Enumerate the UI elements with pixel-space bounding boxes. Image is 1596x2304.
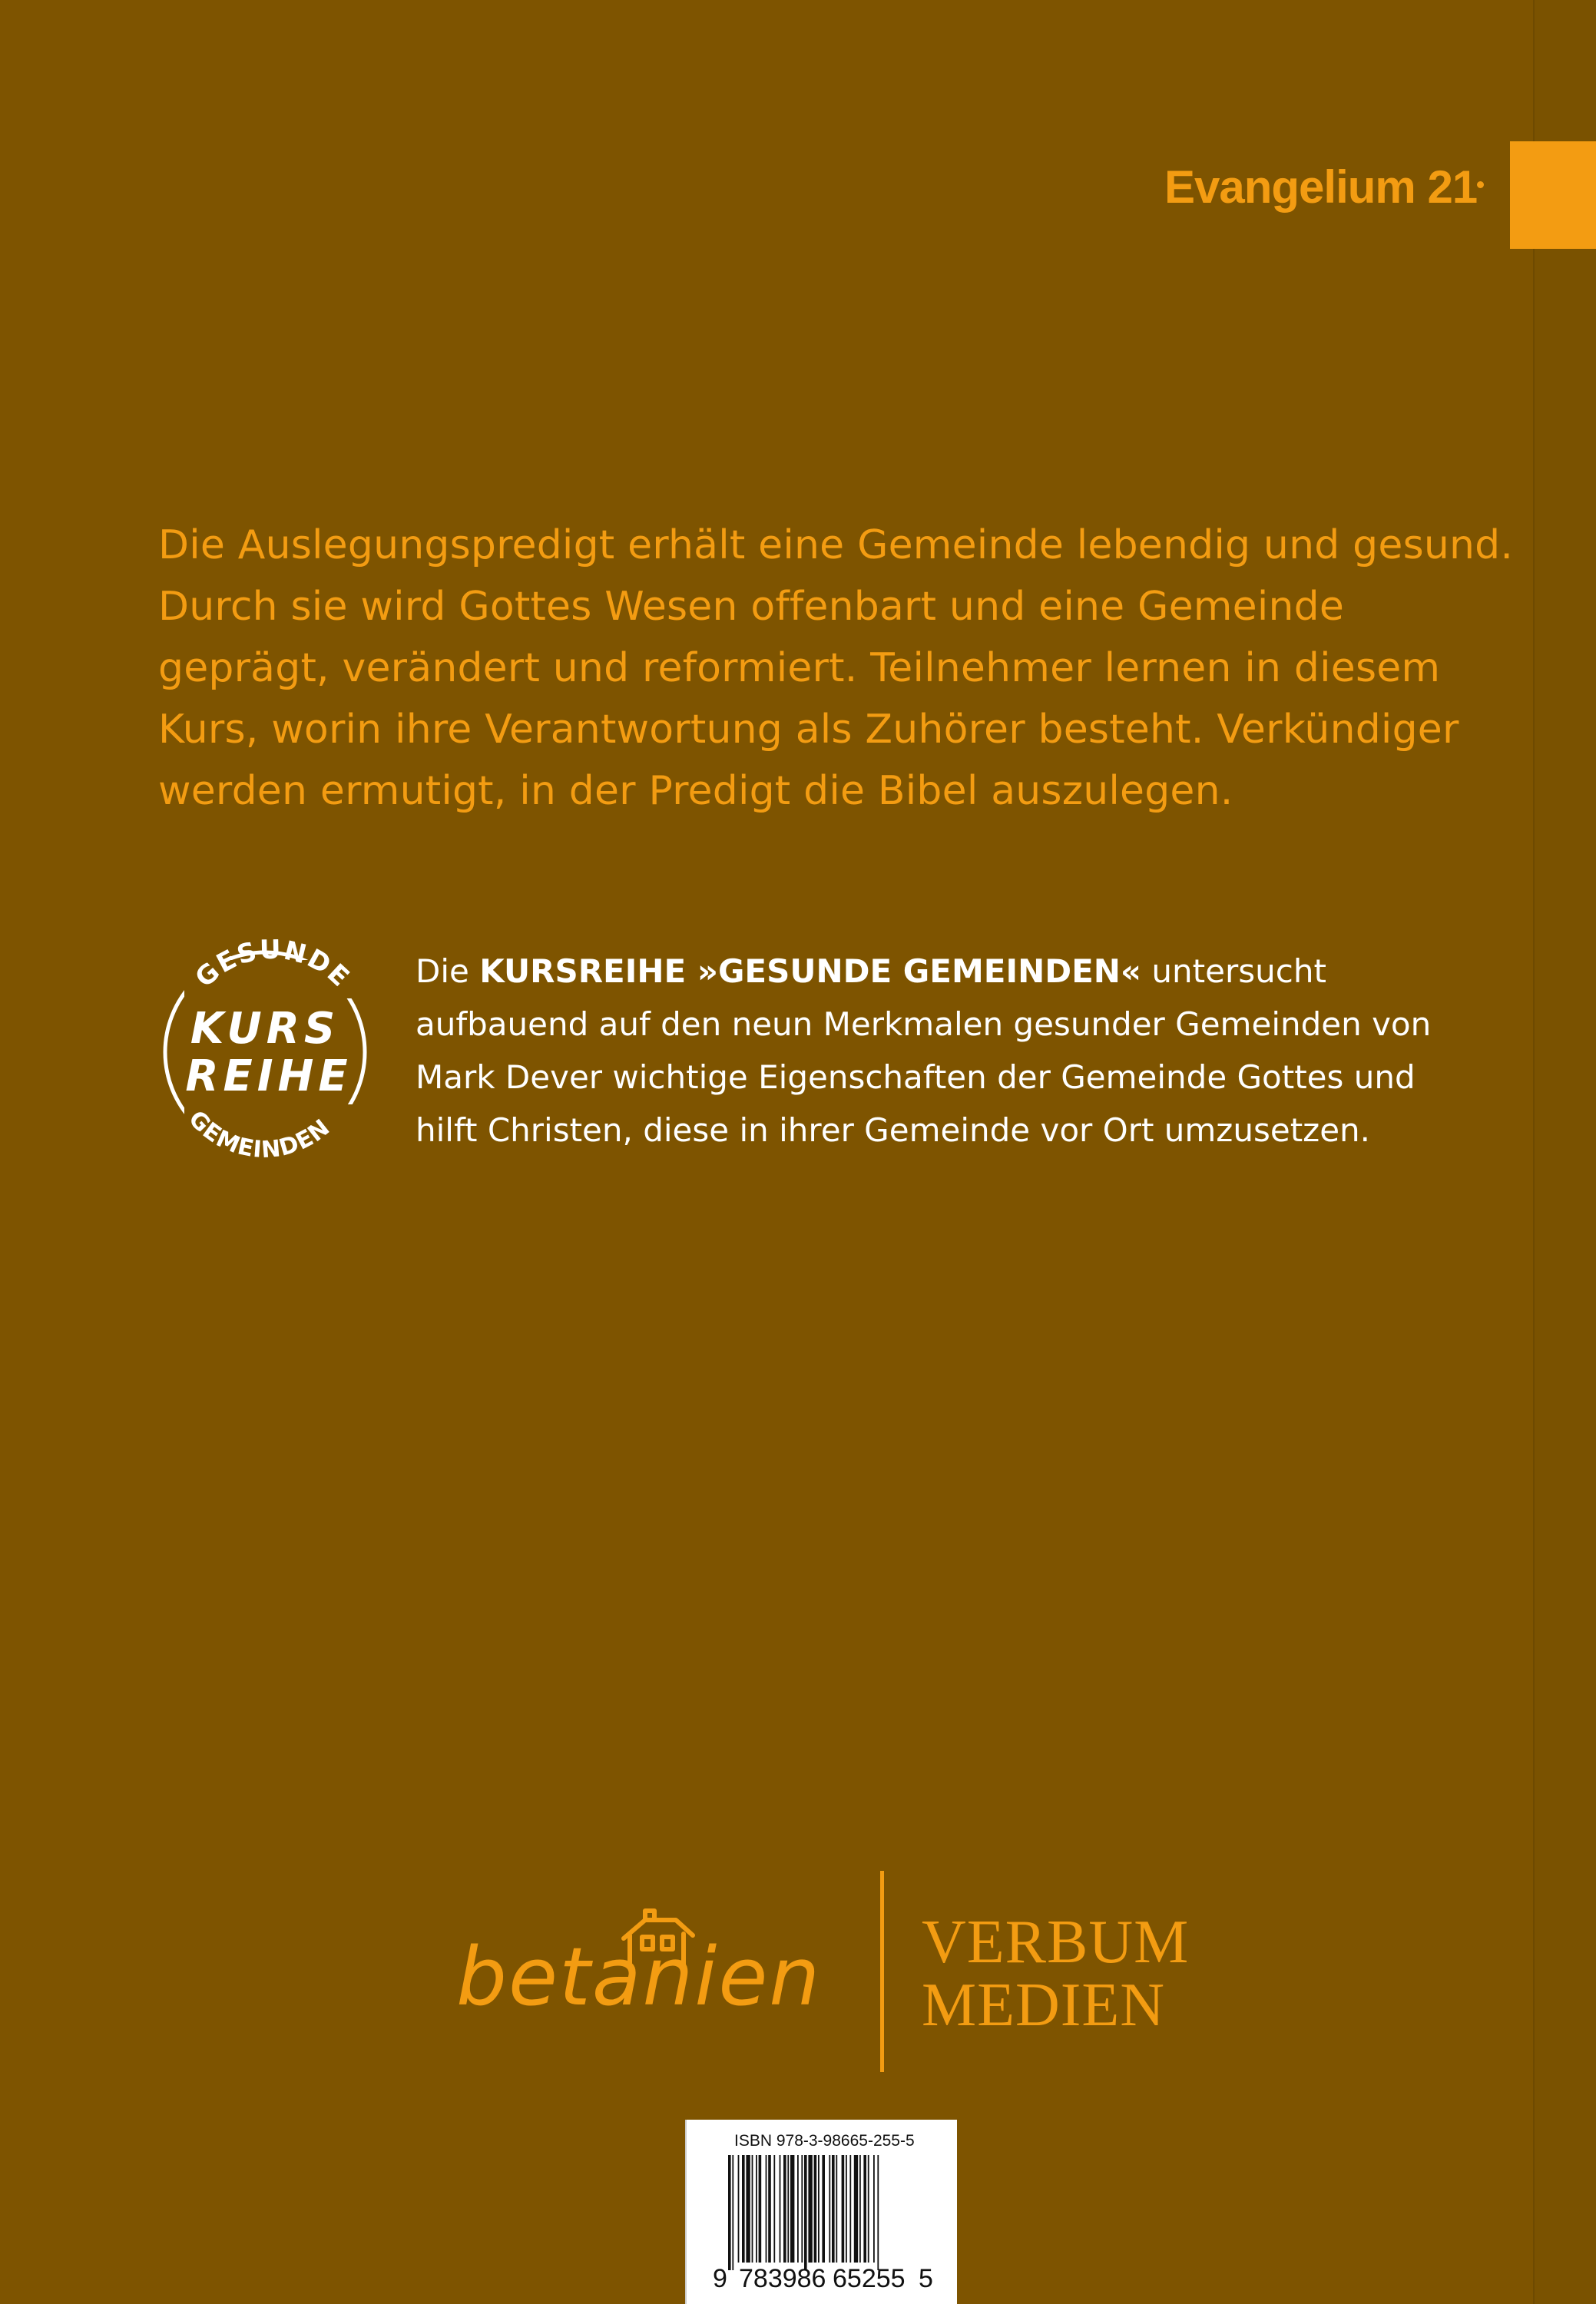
isbn-label: ISBN 978-3-98665-255-5 (734, 2132, 915, 2150)
barcode-bar (801, 2155, 803, 2263)
isbn-digit-group1: 783986 (739, 2264, 826, 2293)
blurb-line: werden ermutigt, in der Predigt die Bibel auszulegen. (158, 768, 1233, 814)
blurb-text (158, 515, 1514, 822)
barcode-bar (768, 2155, 771, 2263)
series-description-suffix: untersucht (1141, 952, 1326, 990)
medien-line: MEDIEN (922, 1971, 1166, 2039)
badge-line-reihe: REIHE (185, 1051, 353, 1101)
publisher-divider (880, 1871, 884, 2072)
barcode-icon (728, 2155, 917, 2270)
series-description-line (416, 945, 1506, 998)
barcode-bar (829, 2155, 830, 2263)
barcode-bar (746, 2155, 750, 2263)
barcode-bar (756, 2155, 757, 2263)
blurb-line: Durch sie wird Gottes Wesen offenbart und eine Gemeinde (158, 584, 1345, 630)
barcode-bar (842, 2155, 845, 2263)
barcode-bar (773, 2155, 775, 2263)
badge-line-kurs: KURS (190, 1004, 340, 1054)
isbn-digit-group2: 65255 (833, 2264, 906, 2293)
barcode-bar (808, 2155, 812, 2263)
barcode-bar (877, 2155, 879, 2270)
verbum-medien-logo (922, 1908, 1190, 2039)
barcode-bar (818, 2155, 820, 2263)
barcode-bar (814, 2155, 817, 2263)
barcode-bar (868, 2155, 869, 2263)
barcode-bar (752, 2155, 753, 2263)
barcode-bar (738, 2155, 740, 2263)
badge-bottom-arc-text: GEMEINDEN (183, 1105, 336, 1164)
betanien-logo (453, 1897, 845, 2028)
series-description-prefix: Die (416, 952, 480, 990)
series-description (416, 945, 1506, 1157)
evangelium21-logo: Evangelium 21 (1164, 161, 1478, 213)
barcode-bar (836, 2155, 837, 2263)
barcode-bar (766, 2155, 767, 2263)
badge-top-arc-text: GESUNDE (189, 934, 356, 994)
barcode-bar (859, 2155, 861, 2263)
spine-crease-line (1533, 0, 1535, 2304)
series-description-line: hilft Christen, diese in ihrer Gemeinde vor Ort umzusetzen. (416, 1111, 1371, 1149)
betanien-wordmark: betanien (456, 1930, 822, 2024)
verbum-line: VERBUM (922, 1908, 1190, 1976)
barcode-bar (797, 2155, 799, 2263)
barcode-bar (846, 2155, 847, 2263)
blurb-line: Die Auslegungspredigt erhält eine Gemeinde lebendig und gesund. (158, 522, 1514, 568)
barcode-bar (873, 2155, 875, 2263)
barcode-bar (863, 2155, 866, 2263)
series-description-line: Mark Dever wichtige Eigenschaften der Gemeinde Gottes und (416, 1058, 1416, 1096)
publisher-color-tab (1510, 141, 1596, 249)
barcode-bar (787, 2155, 789, 2263)
barcode-bar (832, 2155, 835, 2263)
series-name-bold: KURSREIHE »GESUNDE GEMEINDEN« (479, 952, 1142, 990)
barcode-bar (728, 2155, 731, 2270)
barcode-bar (790, 2155, 794, 2263)
barcode-bar (849, 2155, 851, 2263)
barcode-bar (804, 2155, 807, 2270)
isbn-digit-addon: 5 (919, 2264, 933, 2293)
course-series-stamp-icon (154, 920, 376, 1189)
isbn-barcode-box (685, 2120, 957, 2304)
barcode-bar (854, 2155, 858, 2263)
barcode-bar (822, 2155, 825, 2263)
series-description-line: aufbauend auf den neun Merkmalen gesunder Gemeinden von (416, 1005, 1432, 1043)
evangelium21-logo-dot-icon (1477, 181, 1484, 188)
blurb-line: Kurs, worin ihre Verantwortung als Zuhörer besteht. Verkündiger (158, 707, 1459, 753)
barcode-bar (780, 2155, 781, 2263)
spine-fold (1535, 0, 1596, 2304)
barcode-bar (732, 2155, 733, 2270)
barcode-bar (759, 2155, 762, 2263)
barcode-bar (783, 2155, 786, 2263)
blurb-line: geprägt, verändert und reformiert. Teilnehmer lernen in diesem (158, 645, 1441, 691)
barcode-bar (742, 2155, 745, 2263)
isbn-digit-first: 9 (713, 2264, 727, 2293)
